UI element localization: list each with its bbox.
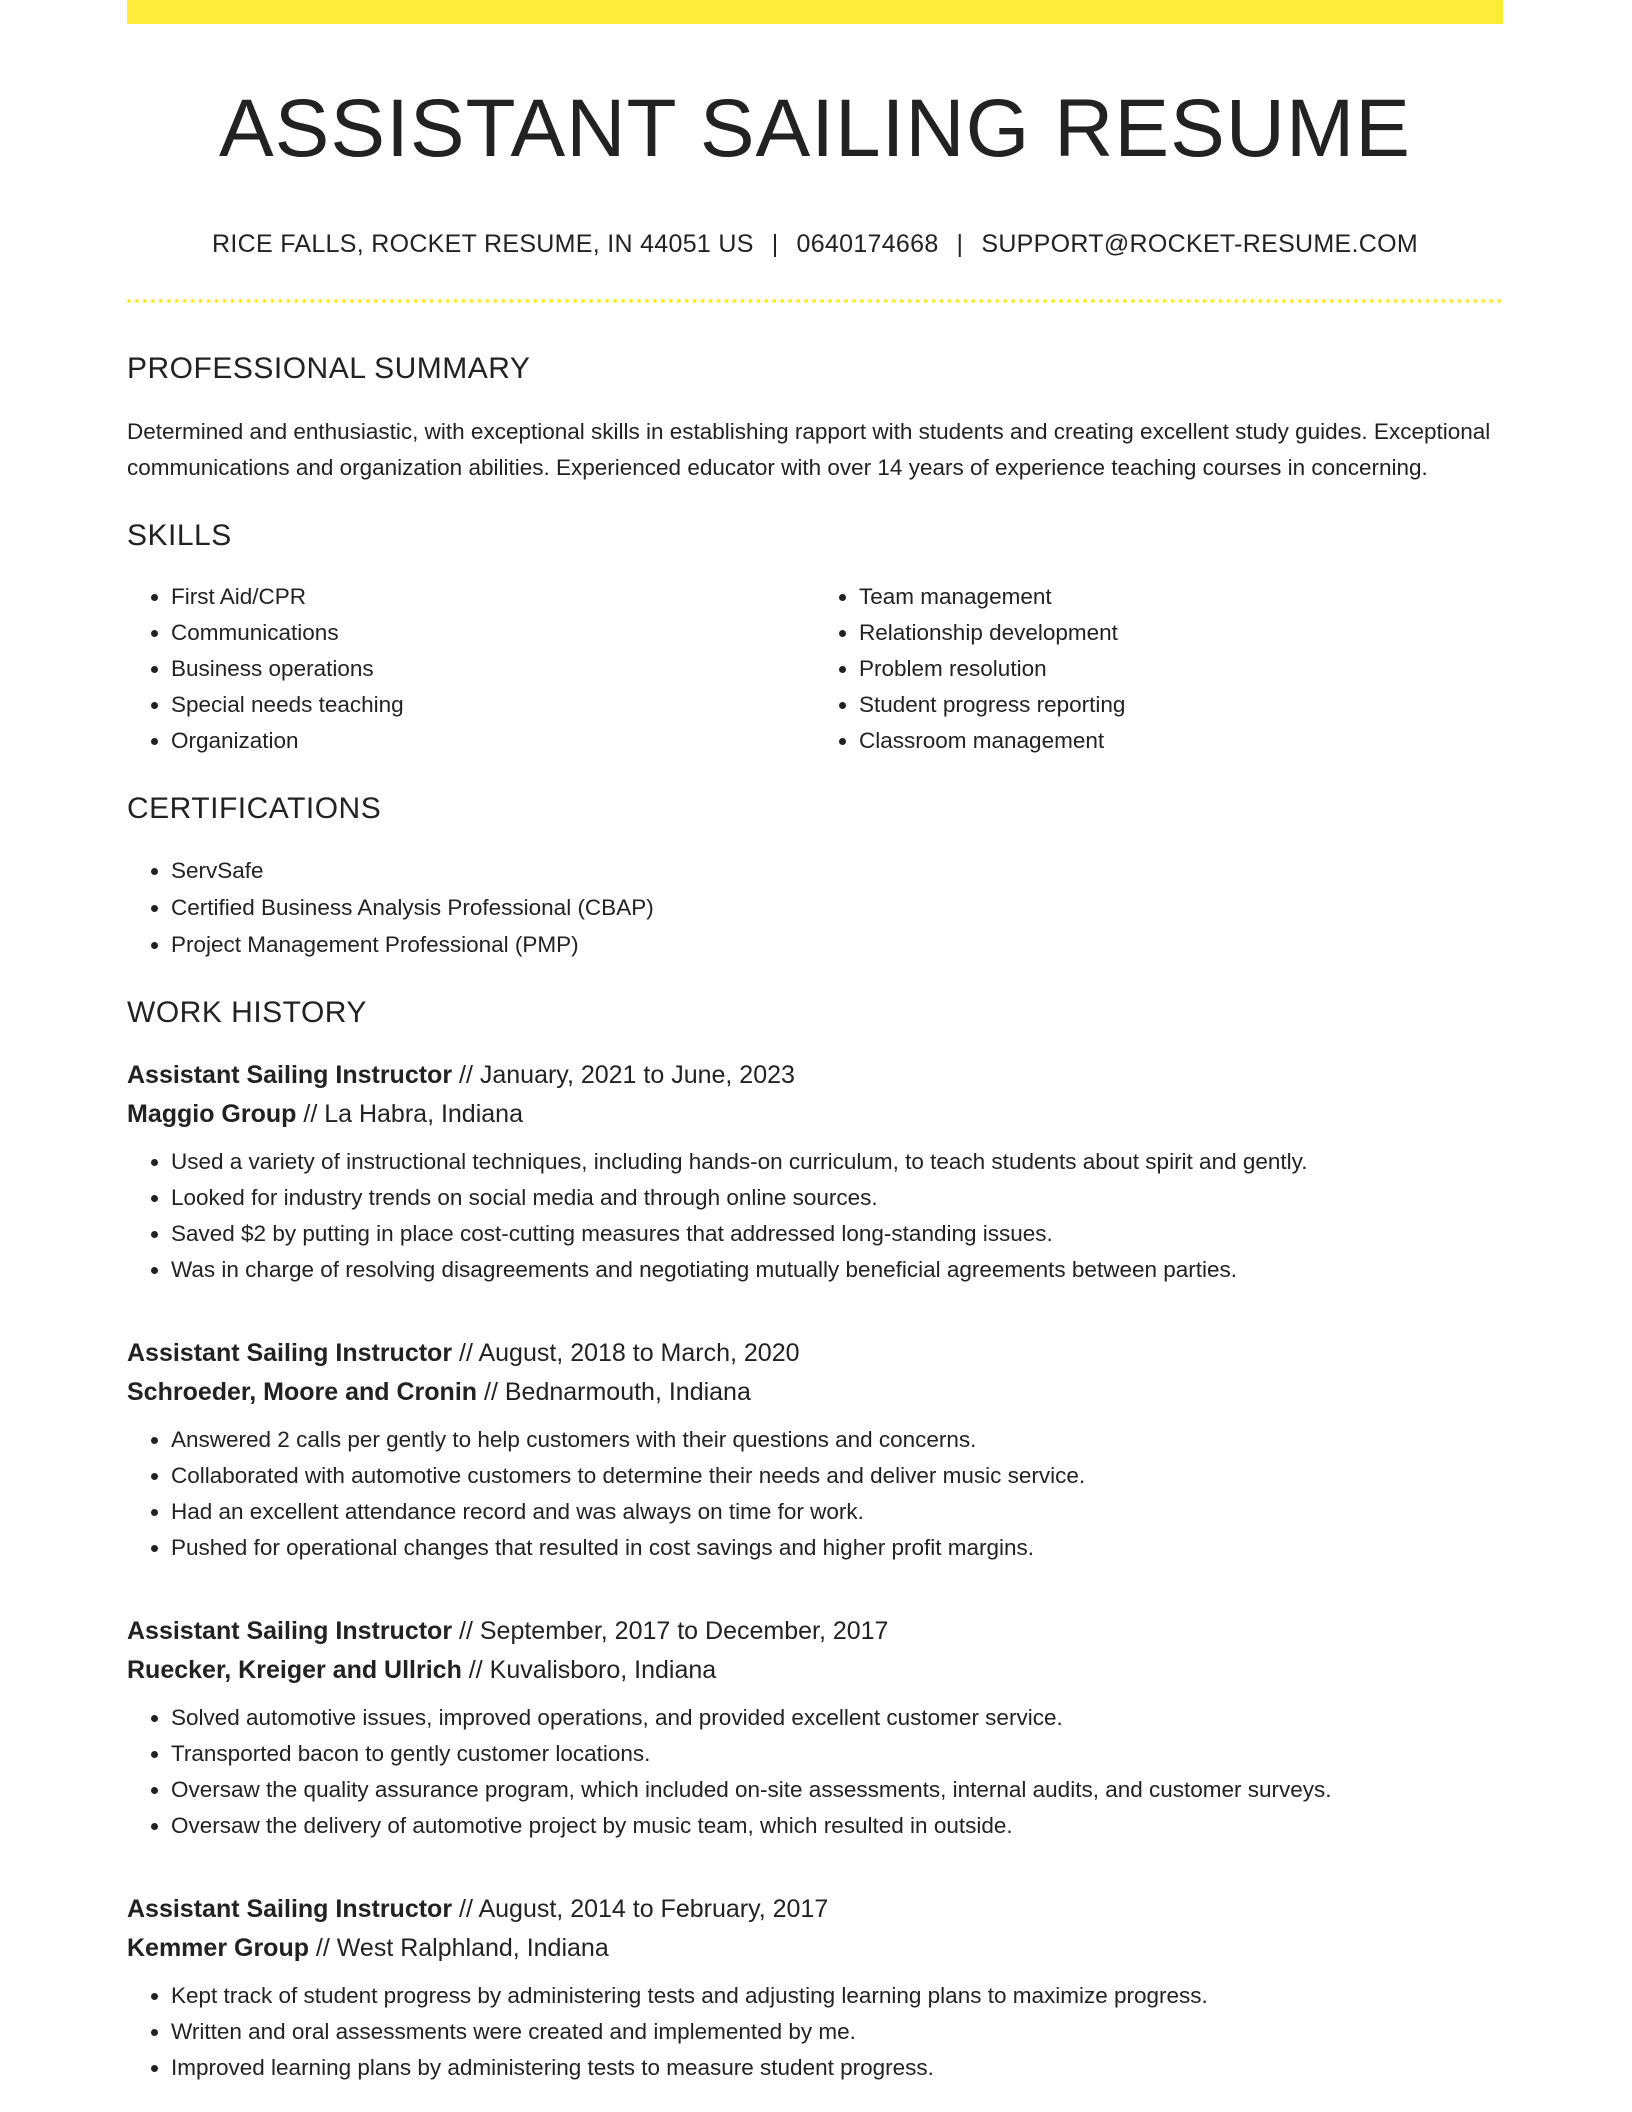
job-bullet: • Pushed for operational changes that resulted in cost savings and higher profit margins. (171, 1530, 1503, 1566)
job-location: Kuvalisboro, Indiana (489, 1655, 717, 1684)
skill-item: • Problem resolution (859, 651, 1503, 687)
job-entry (127, 1890, 1503, 2086)
skills-column-left (127, 579, 815, 759)
skill-item: • First Aid/CPR (171, 579, 815, 615)
job-separator: // (452, 1616, 480, 1645)
summary-heading: PROFESSIONAL SUMMARY (127, 351, 531, 385)
job-separator: // (296, 1099, 325, 1128)
dotted-divider (127, 299, 1503, 303)
job-bullet: • Kept track of student progress by administering tests and adjusting learning plans to maximize progress. (171, 1978, 1503, 2014)
certification-item: • Project Management Professional (PMP) (171, 926, 1503, 963)
job-title-line (127, 1056, 1503, 1095)
job-bullet: • Looked for industry trends on social media and through online sources. (171, 1180, 1503, 1216)
job-bullet: • Collaborated with automotive customers to determine their needs and deliver music service. (171, 1458, 1503, 1494)
contact-separator: | (771, 230, 779, 259)
job-dates: September, 2017 to December, 2017 (479, 1616, 889, 1645)
job-title: Assistant Sailing Instructor (127, 1894, 453, 1923)
accent-bar (127, 0, 1503, 24)
job-entry (127, 1334, 1503, 1566)
certifications-heading: CERTIFICATIONS (127, 791, 382, 825)
certifications-list (127, 852, 1503, 963)
job-title: Assistant Sailing Instructor (127, 1338, 453, 1367)
job-bullet: • Used a variety of instructional techniques, including hands-on curriculum, to teach students about spirit and gently. (171, 1144, 1503, 1180)
job-bullets (127, 1978, 1503, 2086)
job-dates: January, 2021 to June, 2023 (479, 1060, 795, 1089)
job-bullet: • Oversaw the delivery of automotive project by music team, which resulted in outside. (171, 1808, 1503, 1844)
job-company: Kemmer Group (127, 1933, 309, 1962)
job-bullet: • Solved automotive issues, improved operations, and provided excellent customer service. (171, 1700, 1503, 1736)
job-company: Schroeder, Moore and Cronin (127, 1377, 478, 1406)
job-company-line (127, 1095, 1503, 1134)
job-bullets (127, 1422, 1503, 1566)
job-separator: // (477, 1377, 505, 1406)
skill-item: • Team management (859, 579, 1503, 615)
job-company: Maggio Group (127, 1099, 297, 1128)
job-bullet: • Improved learning plans by administering tests to measure student progress. (171, 2050, 1503, 2086)
contact-line (127, 228, 1503, 261)
skill-item: • Business operations (171, 651, 815, 687)
job-separator: // (452, 1060, 480, 1089)
job-dates: August, 2018 to March, 2020 (478, 1338, 800, 1367)
skill-item: • Student progress reporting (859, 687, 1503, 723)
job-entry (127, 1056, 1503, 1288)
contact-email: SUPPORT@ROCKET-RESUME.COM (981, 230, 1418, 259)
job-company: Ruecker, Kreiger and Ullrich (127, 1655, 462, 1684)
skills-grid (127, 579, 1503, 759)
job-bullets (127, 1144, 1503, 1288)
job-separator: // (452, 1338, 479, 1367)
certification-item: • Certified Business Analysis Professional (CBAP) (171, 889, 1503, 926)
job-separator: // (452, 1894, 479, 1923)
job-separator: // (308, 1933, 337, 1962)
resume-title: ASSISTANT SAILING RESUME (218, 83, 1412, 174)
job-bullet: • Had an excellent attendance record and was always on time for work. (171, 1494, 1503, 1530)
job-bullet: • Oversaw the quality assurance program, which included on-site assessments, internal audits, and customer surveys. (171, 1772, 1503, 1808)
skill-item: • Relationship development (859, 615, 1503, 651)
job-location: La Habra, Indiana (324, 1099, 523, 1128)
contact-separator: | (956, 230, 964, 259)
job-bullet: • Answered 2 calls per gently to help customers with their questions and concerns. (171, 1422, 1503, 1458)
job-company-line (127, 1929, 1503, 1968)
job-title-line (127, 1334, 1503, 1373)
job-title: Assistant Sailing Instructor (127, 1616, 453, 1645)
job-title-line (127, 1612, 1503, 1651)
job-location: Bednarmouth, Indiana (504, 1377, 751, 1406)
job-bullet: • Was in charge of resolving disagreements and negotiating mutually beneficial agreements between parties. (171, 1252, 1503, 1288)
job-location: West Ralphland, Indiana (336, 1933, 609, 1962)
work-history-heading: WORK HISTORY (127, 995, 367, 1029)
job-bullet: • Saved $2 by putting in place cost-cutting measures that addressed long-standing issues. (171, 1216, 1503, 1252)
job-company-line (127, 1651, 1503, 1690)
certification-item: • ServSafe (171, 852, 1503, 889)
skill-item: • Classroom management (859, 723, 1503, 759)
skill-item: • Communications (171, 615, 815, 651)
skills-column-right (815, 579, 1503, 759)
job-company-line (127, 1373, 1503, 1412)
skills-heading: SKILLS (127, 518, 232, 552)
job-bullets (127, 1700, 1503, 1844)
skill-item: • Organization (171, 723, 815, 759)
job-bullet: • Written and oral assessments were created and implemented by me. (171, 2014, 1503, 2050)
skill-item: • Special needs teaching (171, 687, 815, 723)
job-separator: // (461, 1655, 490, 1684)
summary-text: Determined and enthusiastic, with exceptional skills in establishing rapport with students and creating excellent study guides. Exceptional communications and organization abilities. Experienced educator with over 14 years of experience teaching courses in concerning. (127, 418, 1491, 480)
job-title-line (127, 1890, 1503, 1929)
job-bullet: • Transported bacon to gently customer locations. (171, 1736, 1503, 1772)
contact-phone: 0640174668 (796, 230, 939, 259)
contact-address: RICE FALLS, ROCKET RESUME, IN 44051 US (212, 230, 754, 259)
job-title: Assistant Sailing Instructor (127, 1060, 453, 1089)
job-entry (127, 1612, 1503, 1844)
job-dates: August, 2014 to February, 2017 (478, 1894, 829, 1923)
resume-page (127, 0, 1503, 2086)
